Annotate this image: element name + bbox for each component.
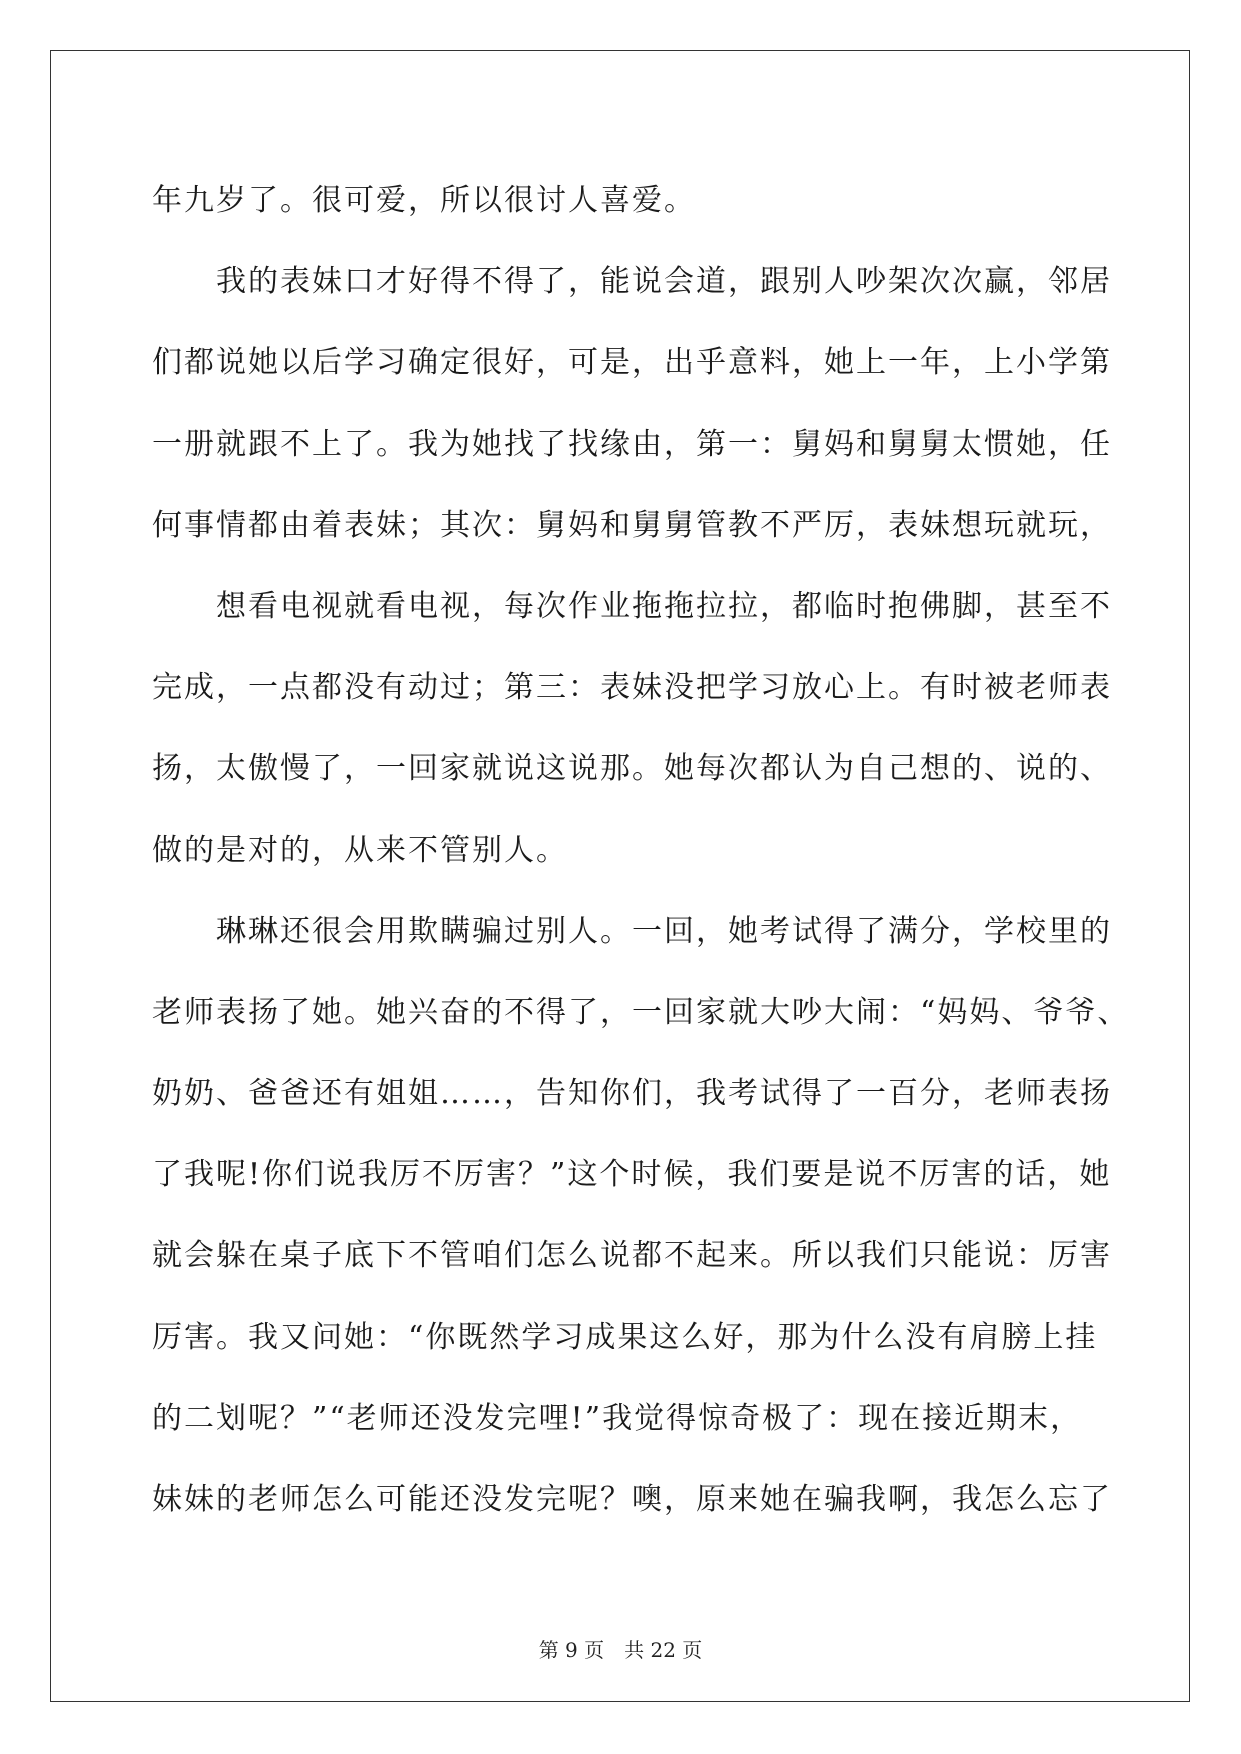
text-line: 一册就跟不上了。我为她找了找缘由，第一：舅妈和舅舅太惯她，任 — [152, 426, 1112, 462]
text-line: 何事情都由着表妹；其次：舅妈和舅舅管教不严厉，表妹想玩就玩， — [152, 507, 1112, 543]
text-line: 完成，一点都没有动过；第三：表妹没把学习放心上。有时被老师表 — [152, 670, 1112, 706]
document-body — [152, 160, 1130, 1540]
text-line: 厉害。我又问她：“你既然学习成果这么好，那为什么没有肩膀上挂 — [152, 1319, 1098, 1355]
text-line: 妹妹的老师怎么可能还没发完呢？噢，原来她在骗我啊，我怎么忘了 — [152, 1482, 1112, 1517]
text-line: 做的是对的，从来不管别人。 — [152, 832, 568, 868]
paragraph-start-line: 想看电视就看电视，每次作业拖拖拉拉，都临时抱佛脚，甚至不 — [216, 588, 1112, 624]
paragraph-start-line: 我的表妹口才好得不得了，能说会道，跟别人吵架次次赢，邻居 — [216, 264, 1112, 300]
text-line: 就会躲在桌子底下不管咱们怎么说都不起来。所以我们只能说：厉害 — [152, 1238, 1112, 1274]
page-number-footer: 第 9 页 共 22 页 — [538, 1638, 703, 1662]
text-line: 奶奶、爸爸还有姐姐……，告知你们，我考试得了一百分，老师表扬 — [152, 1076, 1112, 1112]
text-line: 的二划呢？”“老师还没发完哩!”我觉得惊奇极了：现在接近期末， — [152, 1400, 1083, 1436]
text-line: 老师表扬了她。她兴奋的不得了，一回家就大吵大闹：“妈妈、爷爷、 — [152, 994, 1130, 1030]
text-line: 扬，太傲慢了，一回家就说这说那。她每次都认为自己想的、说的、 — [152, 751, 1112, 787]
text-line: 了我呢!你们说我厉不厉害？”这个时候，我们要是说不厉害的话，她 — [152, 1157, 1112, 1193]
text-line: 年九岁了。很可爱，所以很讨人喜爱。 — [152, 183, 696, 218]
paragraph-start-line: 琳琳还很会用欺瞒骗过别人。一回，她考试得了满分，学校里的 — [216, 913, 1112, 949]
text-line: 们都说她以后学习确定很好，可是，出乎意料，她上一年，上小学第 — [152, 345, 1112, 381]
